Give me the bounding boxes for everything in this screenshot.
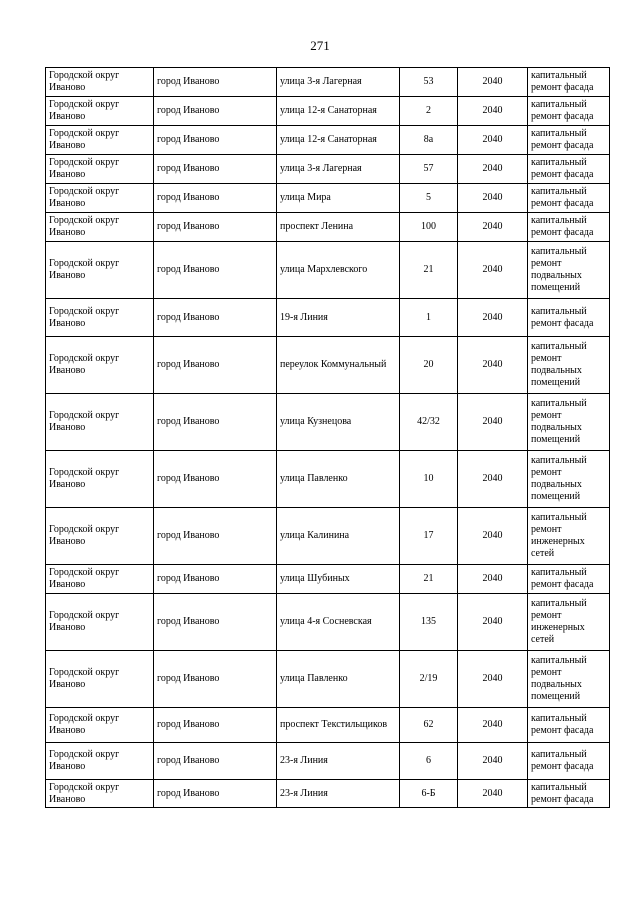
year-cell: 2040 xyxy=(458,97,528,126)
year-cell: 2040 xyxy=(458,651,528,708)
street-cell: 23-я Линия xyxy=(277,780,400,808)
city-cell: город Иваново xyxy=(154,97,277,126)
street-cell: проспект Текстильщиков xyxy=(277,708,400,743)
street-cell: улица 3-я Лагерная xyxy=(277,68,400,97)
house-number-cell: 17 xyxy=(400,508,458,565)
table-row xyxy=(46,68,610,97)
work-type-cell: капитальный ремонт инженерных сетей xyxy=(528,594,610,651)
city-cell: город Иваново xyxy=(154,780,277,808)
district-cell: Городской округ Иваново xyxy=(46,394,154,451)
work-type-cell: капитальный ремонт фасада xyxy=(528,780,610,808)
house-number-cell: 6-Б xyxy=(400,780,458,808)
year-cell: 2040 xyxy=(458,242,528,299)
district-cell: Городской округ Иваново xyxy=(46,743,154,780)
city-cell: город Иваново xyxy=(154,743,277,780)
district-cell: Городской округ Иваново xyxy=(46,242,154,299)
house-number-cell: 21 xyxy=(400,565,458,594)
house-number-cell: 57 xyxy=(400,155,458,184)
work-type-cell: капитальный ремонт фасада xyxy=(528,68,610,97)
year-cell: 2040 xyxy=(458,126,528,155)
district-cell: Городской округ Иваново xyxy=(46,565,154,594)
year-cell: 2040 xyxy=(458,508,528,565)
year-cell: 2040 xyxy=(458,565,528,594)
year-cell: 2040 xyxy=(458,155,528,184)
street-cell: улица Павленко xyxy=(277,651,400,708)
street-cell: улица Мира xyxy=(277,184,400,213)
house-number-cell: 21 xyxy=(400,242,458,299)
house-number-cell: 1 xyxy=(400,299,458,337)
year-cell: 2040 xyxy=(458,68,528,97)
page-number: 271 xyxy=(310,38,330,53)
district-cell: Городской округ Иваново xyxy=(46,337,154,394)
city-cell: город Иваново xyxy=(154,299,277,337)
work-type-cell: капитальный ремонт фасада xyxy=(528,708,610,743)
table-row xyxy=(46,708,610,743)
year-cell: 2040 xyxy=(458,451,528,508)
street-cell: улица Мархлевского xyxy=(277,242,400,299)
street-cell: улица 12-я Санаторная xyxy=(277,97,400,126)
house-number-cell: 62 xyxy=(400,708,458,743)
year-cell: 2040 xyxy=(458,299,528,337)
district-cell: Городской округ Иваново xyxy=(46,451,154,508)
house-number-cell: 42/32 xyxy=(400,394,458,451)
work-type-cell: капитальный ремонт фасада xyxy=(528,565,610,594)
street-cell: 23-я Линия xyxy=(277,743,400,780)
city-cell: город Иваново xyxy=(154,213,277,242)
work-type-cell: капитальный ремонт фасада xyxy=(528,213,610,242)
work-type-cell: капитальный ремонт подвальных помещений xyxy=(528,337,610,394)
year-cell: 2040 xyxy=(458,394,528,451)
street-cell: улица Калинина xyxy=(277,508,400,565)
street-cell: улица Шубиных xyxy=(277,565,400,594)
work-type-cell: капитальный ремонт фасада xyxy=(528,184,610,213)
district-cell: Городской округ Иваново xyxy=(46,184,154,213)
work-type-cell: капитальный ремонт фасада xyxy=(528,126,610,155)
district-cell: Городской округ Иваново xyxy=(46,126,154,155)
table-row xyxy=(46,242,610,299)
street-cell: улица 3-я Лагерная xyxy=(277,155,400,184)
year-cell: 2040 xyxy=(458,708,528,743)
house-number-cell: 53 xyxy=(400,68,458,97)
house-number-cell: 2 xyxy=(400,97,458,126)
city-cell: город Иваново xyxy=(154,594,277,651)
city-cell: город Иваново xyxy=(154,451,277,508)
city-cell: город Иваново xyxy=(154,394,277,451)
district-cell: Городской округ Иваново xyxy=(46,97,154,126)
registry-table xyxy=(45,67,610,808)
city-cell: город Иваново xyxy=(154,155,277,184)
house-number-cell: 100 xyxy=(400,213,458,242)
district-cell: Городской округ Иваново xyxy=(46,651,154,708)
work-type-cell: капитальный ремонт подвальных помещений xyxy=(528,651,610,708)
table-row xyxy=(46,337,610,394)
table-row xyxy=(46,299,610,337)
city-cell: город Иваново xyxy=(154,508,277,565)
work-type-cell: капитальный ремонт фасада xyxy=(528,743,610,780)
city-cell: город Иваново xyxy=(154,126,277,155)
district-cell: Городской округ Иваново xyxy=(46,508,154,565)
year-cell: 2040 xyxy=(458,337,528,394)
work-type-cell: капитальный ремонт фасада xyxy=(528,97,610,126)
house-number-cell: 20 xyxy=(400,337,458,394)
table-row xyxy=(46,126,610,155)
city-cell: город Иваново xyxy=(154,708,277,743)
city-cell: город Иваново xyxy=(154,651,277,708)
table-row xyxy=(46,651,610,708)
table-row xyxy=(46,451,610,508)
table-row xyxy=(46,184,610,213)
house-number-cell: 5 xyxy=(400,184,458,213)
table-row xyxy=(46,97,610,126)
table-row xyxy=(46,508,610,565)
city-cell: город Иваново xyxy=(154,68,277,97)
table-row xyxy=(46,213,610,242)
district-cell: Городской округ Иваново xyxy=(46,594,154,651)
city-cell: город Иваново xyxy=(154,242,277,299)
year-cell: 2040 xyxy=(458,780,528,808)
table-row xyxy=(46,155,610,184)
district-cell: Городской округ Иваново xyxy=(46,299,154,337)
year-cell: 2040 xyxy=(458,594,528,651)
year-cell: 2040 xyxy=(458,213,528,242)
work-type-cell: капитальный ремонт подвальных помещений xyxy=(528,242,610,299)
street-cell: улица 4-я Сосневская xyxy=(277,594,400,651)
work-type-cell: капитальный ремонт подвальных помещений xyxy=(528,451,610,508)
house-number-cell: 2/19 xyxy=(400,651,458,708)
city-cell: город Иваново xyxy=(154,565,277,594)
house-number-cell: 6 xyxy=(400,743,458,780)
street-cell: улица Кузнецова xyxy=(277,394,400,451)
work-type-cell: капитальный ремонт фасада xyxy=(528,299,610,337)
city-cell: город Иваново xyxy=(154,184,277,213)
district-cell: Городской округ Иваново xyxy=(46,780,154,808)
work-type-cell: капитальный ремонт инженерных сетей xyxy=(528,508,610,565)
work-type-cell: капитальный ремонт подвальных помещений xyxy=(528,394,610,451)
district-cell: Городской округ Иваново xyxy=(46,213,154,242)
street-cell: переулок Коммунальный xyxy=(277,337,400,394)
district-cell: Городской округ Иваново xyxy=(46,155,154,184)
street-cell: проспект Ленина xyxy=(277,213,400,242)
table-row xyxy=(46,743,610,780)
table-row xyxy=(46,780,610,808)
registry-table-body xyxy=(46,68,610,808)
house-number-cell: 10 xyxy=(400,451,458,508)
year-cell: 2040 xyxy=(458,184,528,213)
house-number-cell: 135 xyxy=(400,594,458,651)
table-row xyxy=(46,594,610,651)
city-cell: город Иваново xyxy=(154,337,277,394)
house-number-cell: 8а xyxy=(400,126,458,155)
street-cell: улица 12-я Санаторная xyxy=(277,126,400,155)
district-cell: Городской округ Иваново xyxy=(46,708,154,743)
year-cell: 2040 xyxy=(458,743,528,780)
work-type-cell: капитальный ремонт фасада xyxy=(528,155,610,184)
table-row xyxy=(46,394,610,451)
street-cell: улица Павленко xyxy=(277,451,400,508)
table-row xyxy=(46,565,610,594)
street-cell: 19-я Линия xyxy=(277,299,400,337)
district-cell: Городской округ Иваново xyxy=(46,68,154,97)
